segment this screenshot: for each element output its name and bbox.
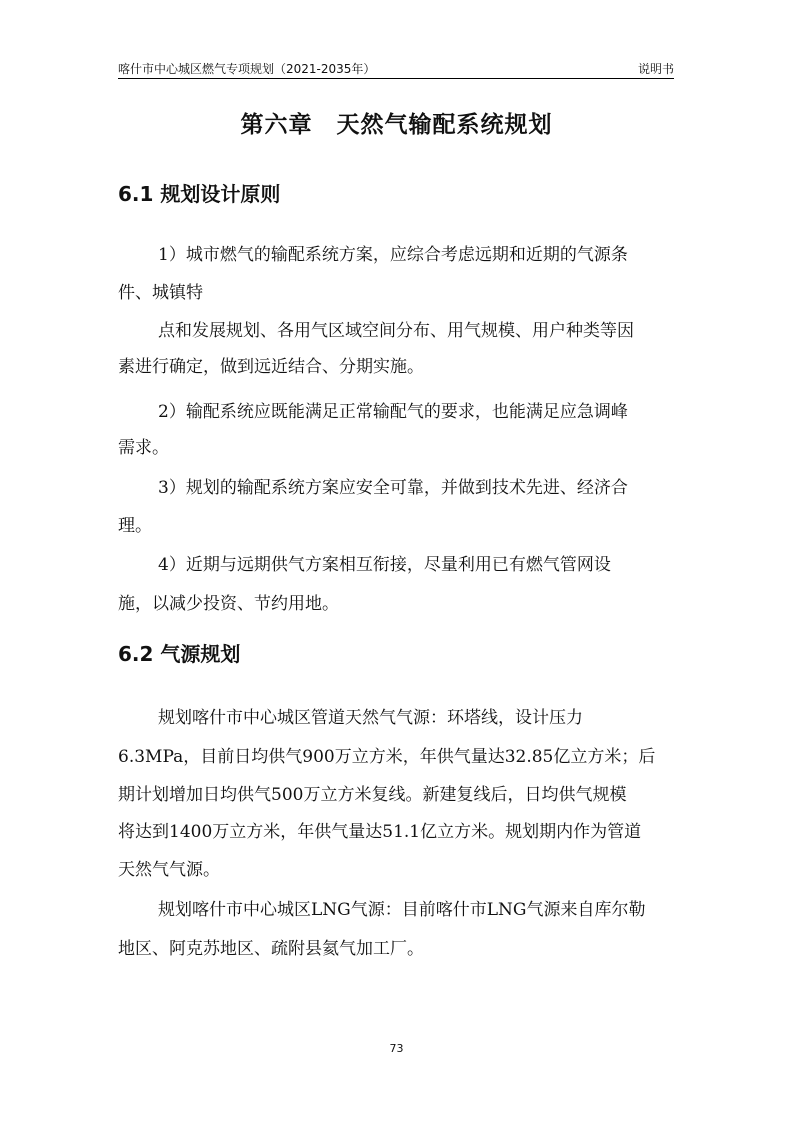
paragraph-line: 天然气气源。 [118, 860, 220, 880]
section-heading-6-2: 6.2 气源规划 [118, 642, 241, 666]
paragraph-line: 规划喀什市中心城区管道天然气气源：环塔线，设计压力 [158, 708, 583, 728]
paragraph-line: 规划喀什市中心城区LNG气源：目前喀什市LNG气源来自库尔勒 [158, 900, 646, 920]
header-doc-type: 说明书 [637, 62, 674, 76]
paragraph-line: 施，以减少投资、节约用地。 [118, 594, 339, 614]
paragraph-line: 1）城市燃气的输配系统方案，应综合考虑远期和近期的气源条 [158, 245, 628, 265]
page-header [118, 56, 674, 79]
paragraph-line: 地区、阿克苏地区、疏附县氦气加工厂。 [118, 939, 424, 959]
paragraph-line: 将达到1400万立方米，年供气量达51.1亿立方米。规划期内作为管道 [118, 822, 642, 842]
page-number: 73 [389, 1042, 404, 1055]
paragraph-line: 4）近期与远期供气方案相互衔接，尽量利用已有燃气管网设 [158, 555, 611, 575]
paragraph-line: 点和发展规划、各用气区域空间分布、用气规模、用户种类等因 [158, 321, 634, 341]
paragraph-line: 件、城镇特 [118, 283, 203, 303]
section-heading-6-1: 6.1 规划设计原则 [118, 182, 281, 206]
header-title: 喀什市中心城区燃气专项规划（2021-2035年） [118, 62, 376, 76]
paragraph-line: 6.3MPa，目前日均供气900万立方米，年供气量达32.85亿立方米；后 [118, 747, 656, 767]
paragraph-line: 需求。 [118, 438, 169, 458]
chapter-title: 第六章 天然气输配系统规划 [240, 112, 553, 138]
paragraph-line: 素进行确定，做到远近结合、分期实施。 [118, 357, 424, 377]
paragraph-line: 2）输配系统应既能满足正常输配气的要求，也能满足应急调峰 [158, 402, 628, 422]
paragraph-line: 期计划增加日均供气500万立方米复线。新建复线后，日均供气规模 [118, 785, 627, 805]
paragraph-line: 理。 [118, 516, 152, 536]
paragraph-line: 3）规划的输配系统方案应安全可靠，并做到技术先进、经济合 [158, 478, 628, 498]
